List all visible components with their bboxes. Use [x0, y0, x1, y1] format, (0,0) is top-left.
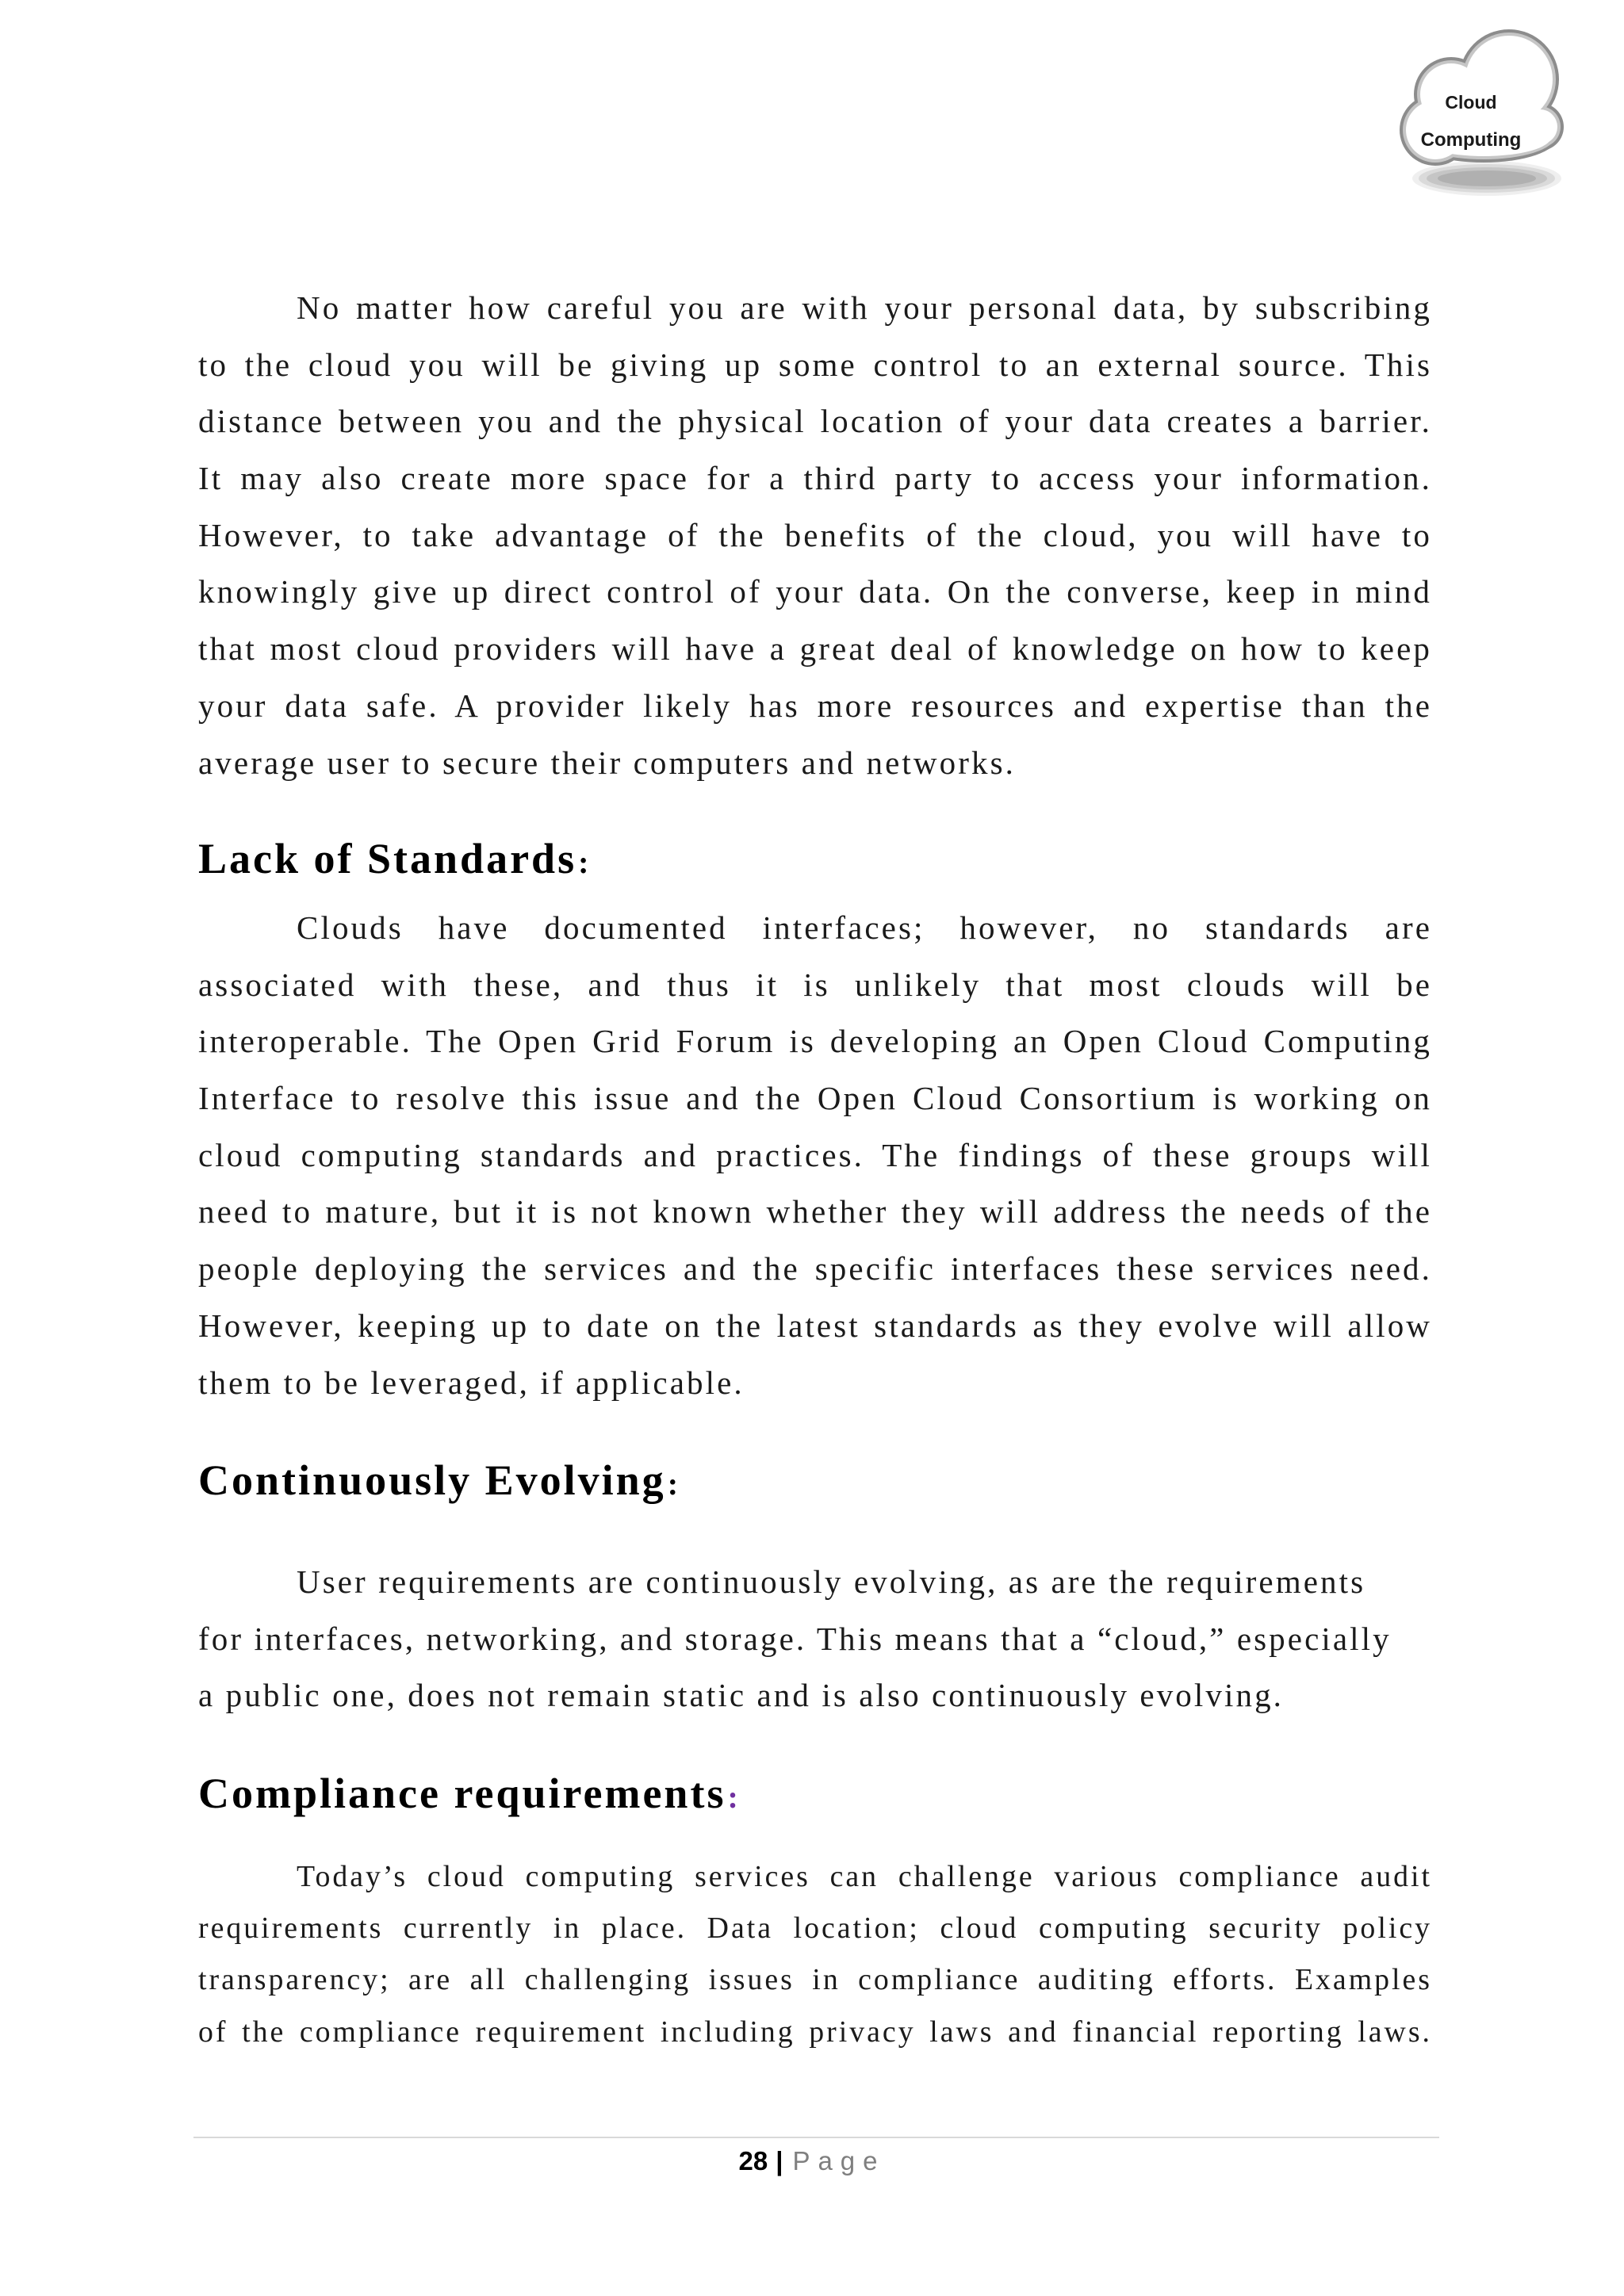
section-heading-colon: :	[578, 844, 592, 880]
section-heading-lack-of-standards	[198, 833, 1432, 884]
page-footer	[0, 2144, 1624, 2179]
paragraph-line: for interfaces, networking, and storage. This means that a “cloud,” especially	[198, 1620, 1392, 1657]
paragraph-line: need to mature, but it is not known whether they will address the needs of the	[198, 1193, 1432, 1230]
paragraph-line: average user to secure their computers and networks.	[198, 744, 1016, 781]
section-heading-title: Compliance requirements	[198, 1770, 726, 1817]
paragraph-line: Interface to resolve this issue and the Open Cloud Consortium is working on	[198, 1080, 1432, 1117]
section-heading-compliance-requirements	[198, 1768, 1432, 1819]
paragraph-line: people deploying the services and the specific interfaces these services need.	[198, 1250, 1432, 1288]
paragraph-line: Clouds have documented interfaces; however, no standards are	[297, 909, 1432, 946]
paragraph-standards	[198, 900, 1432, 1411]
paragraph-line: No matter how careful you are with your personal data, by subscribing	[297, 289, 1432, 326]
paragraph-line: Today’s cloud computing services can challenge various compliance audit	[297, 1860, 1432, 1893]
paragraph-line: them to be leveraged, if applicable.	[198, 1364, 745, 1401]
page-number-separator: |	[776, 2146, 783, 2175]
paragraph-line: It may also create more space for a third party to access your information.	[198, 460, 1432, 497]
footer-rule	[193, 2137, 1439, 2138]
paragraph-line: to the cloud you will be giving up some control to an external source. This	[198, 346, 1432, 383]
page-number: 28	[738, 2146, 768, 2175]
paragraph-line: User requirements are continuously evolving, as are the requirements	[297, 1563, 1366, 1600]
paragraph-compliance	[198, 1851, 1432, 2058]
section-heading-title: Lack of Standards	[198, 835, 577, 882]
paragraph-line: that most cloud providers will have a great deal of knowledge on how to keep	[198, 630, 1432, 668]
paragraph-line: a public one, does not remain static and is also continuously evolving.	[198, 1677, 1285, 1714]
paragraph-data-control	[198, 280, 1432, 791]
paragraph-line: However, to take advantage of the benefits of the cloud, you will have to	[198, 516, 1432, 553]
paragraph-line: your data safe. A provider likely has more resources and expertise than the	[198, 687, 1432, 724]
section-heading-colon: :	[667, 1466, 681, 1502]
paragraph-line: transparency; are all challenging issues in compliance auditing efforts. Examples	[198, 1963, 1432, 1997]
paragraph-line: interoperable. The Open Grid Forum is developing an Open Cloud Computing	[198, 1023, 1432, 1060]
cloud-computing-logo	[1380, 16, 1578, 206]
paragraph-line: requirements currently in place. Data location; cloud computing security policy	[198, 1911, 1432, 1946]
paragraph-line: knowingly give up direct control of your data. On the converse, keep in mind	[198, 573, 1432, 610]
paragraph-line: of the compliance requirement including privacy laws and financial reporting laws.	[198, 2015, 1432, 2049]
cloud-shadow-layer	[1438, 170, 1536, 186]
section-heading-colon: :	[727, 1779, 741, 1815]
paragraph-line: However, keeping up to date on the latest standards as they evolve will allow	[198, 1307, 1432, 1344]
cloud-shadow	[1412, 161, 1561, 196]
section-heading-title: Continuously Evolving	[198, 1456, 666, 1504]
paragraph-line: cloud computing standards and practices. The findings of these groups will	[198, 1136, 1432, 1173]
paragraph-line: distance between you and the physical location of your data creates a barrier.	[198, 403, 1432, 440]
page-label: Page	[792, 2146, 886, 2175]
logo-text-cloud: Cloud	[1445, 92, 1497, 113]
paragraph-evolving	[198, 1554, 1432, 1724]
paragraph-line: associated with these, and thus it is unlikely that most clouds will be	[198, 966, 1432, 1003]
logo-text-computing: Computing	[1420, 129, 1522, 151]
section-heading-continuously-evolving	[198, 1455, 1432, 1506]
